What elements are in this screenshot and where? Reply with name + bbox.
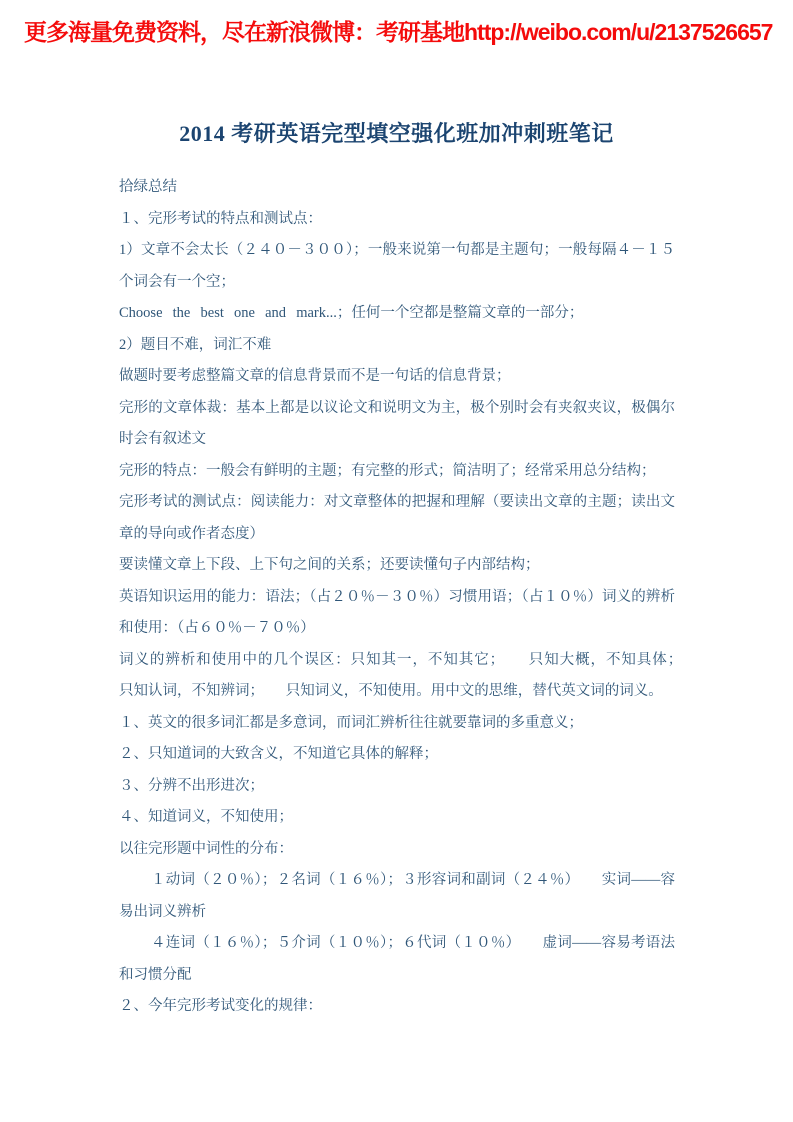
paragraph: 2）题目不难，词汇不难: [119, 336, 272, 353]
paragraph: ４连词（１６％）；５介词（１０％）；６代词（１０％） 虚词——容易考语法和习惯分配: [119, 935, 675, 983]
paragraph: 英语知识运用的能力：语法；（占２０％－３０％）习惯用语；（占１０％）词义的辨析和使用：（占６０％－７０％）: [119, 588, 675, 636]
paragraph: ２、今年完形考试变化的规律：: [119, 998, 322, 1014]
paragraph: １动词（２０％）；２名词（１６％）；３形容词和副词（２４％） 实词——容易出词义辨析: [119, 872, 675, 920]
paragraph: 完形考试的测试点：阅读能力：对文章整体的把握和理解（要读出文章的主题；读出文章的导向或作者态度）: [119, 494, 675, 542]
paragraph: Choose the best one and mark...；任何一个空都是整篇文章的一部分；: [119, 305, 584, 321]
paragraph: 1）文章不会太长（２４０－３００）；一般来说第一句都是主题句；一般每隔４－１５个词会有一个空；: [119, 242, 675, 290]
document-body: [119, 172, 704, 1023]
paragraph: 拾绿总结: [119, 179, 177, 195]
paragraph: ３、分辨不出形进次；: [119, 777, 264, 794]
paragraph: 词义的辨析和使用中的几个误区：只知其一，不知其它； 只知大概，不知具体； 只知认词，不知辨词； 只知词义，不知使用。用中文的思维，替代英文词的词义。: [119, 651, 704, 699]
promo-banner-text: 更多海量免费资料，尽在新浪微博：考研基地http://weibo.com/u/2137526657: [24, 19, 773, 45]
paragraph: ２、只知道词的大致含义，不知道它具体的解释；: [119, 746, 438, 762]
paragraph: 完形的文章体裁：基本上都是以议论文和说明文为主，极个别时会有夹叙夹议，极偶尔时会有叙述文: [119, 399, 675, 447]
paragraph: 以往完形题中词性的分布：: [119, 840, 293, 857]
paragraph: １、英文的很多词汇都是多意词，而词汇辨析往往就要靠词的多重意义；: [119, 714, 583, 731]
paragraph: 完形的特点：一般会有鲜明的主题；有完整的形式；简洁明了；经常采用总分结构；: [119, 462, 656, 479]
paragraph: １、完形考试的特点和测试点：: [119, 210, 322, 227]
paragraph: 要读懂文章上下段、上下句之间的关系；还要读懂句子内部结构；: [119, 557, 540, 573]
paragraph: 做题时要考虑整篇文章的信息背景而不是一句话的信息背景；: [119, 368, 511, 384]
paragraph: ４、知道词义，不知使用；: [119, 809, 293, 825]
document-title: 2014 考研英语完型填空强化班加冲刺班笔记: [179, 121, 614, 146]
